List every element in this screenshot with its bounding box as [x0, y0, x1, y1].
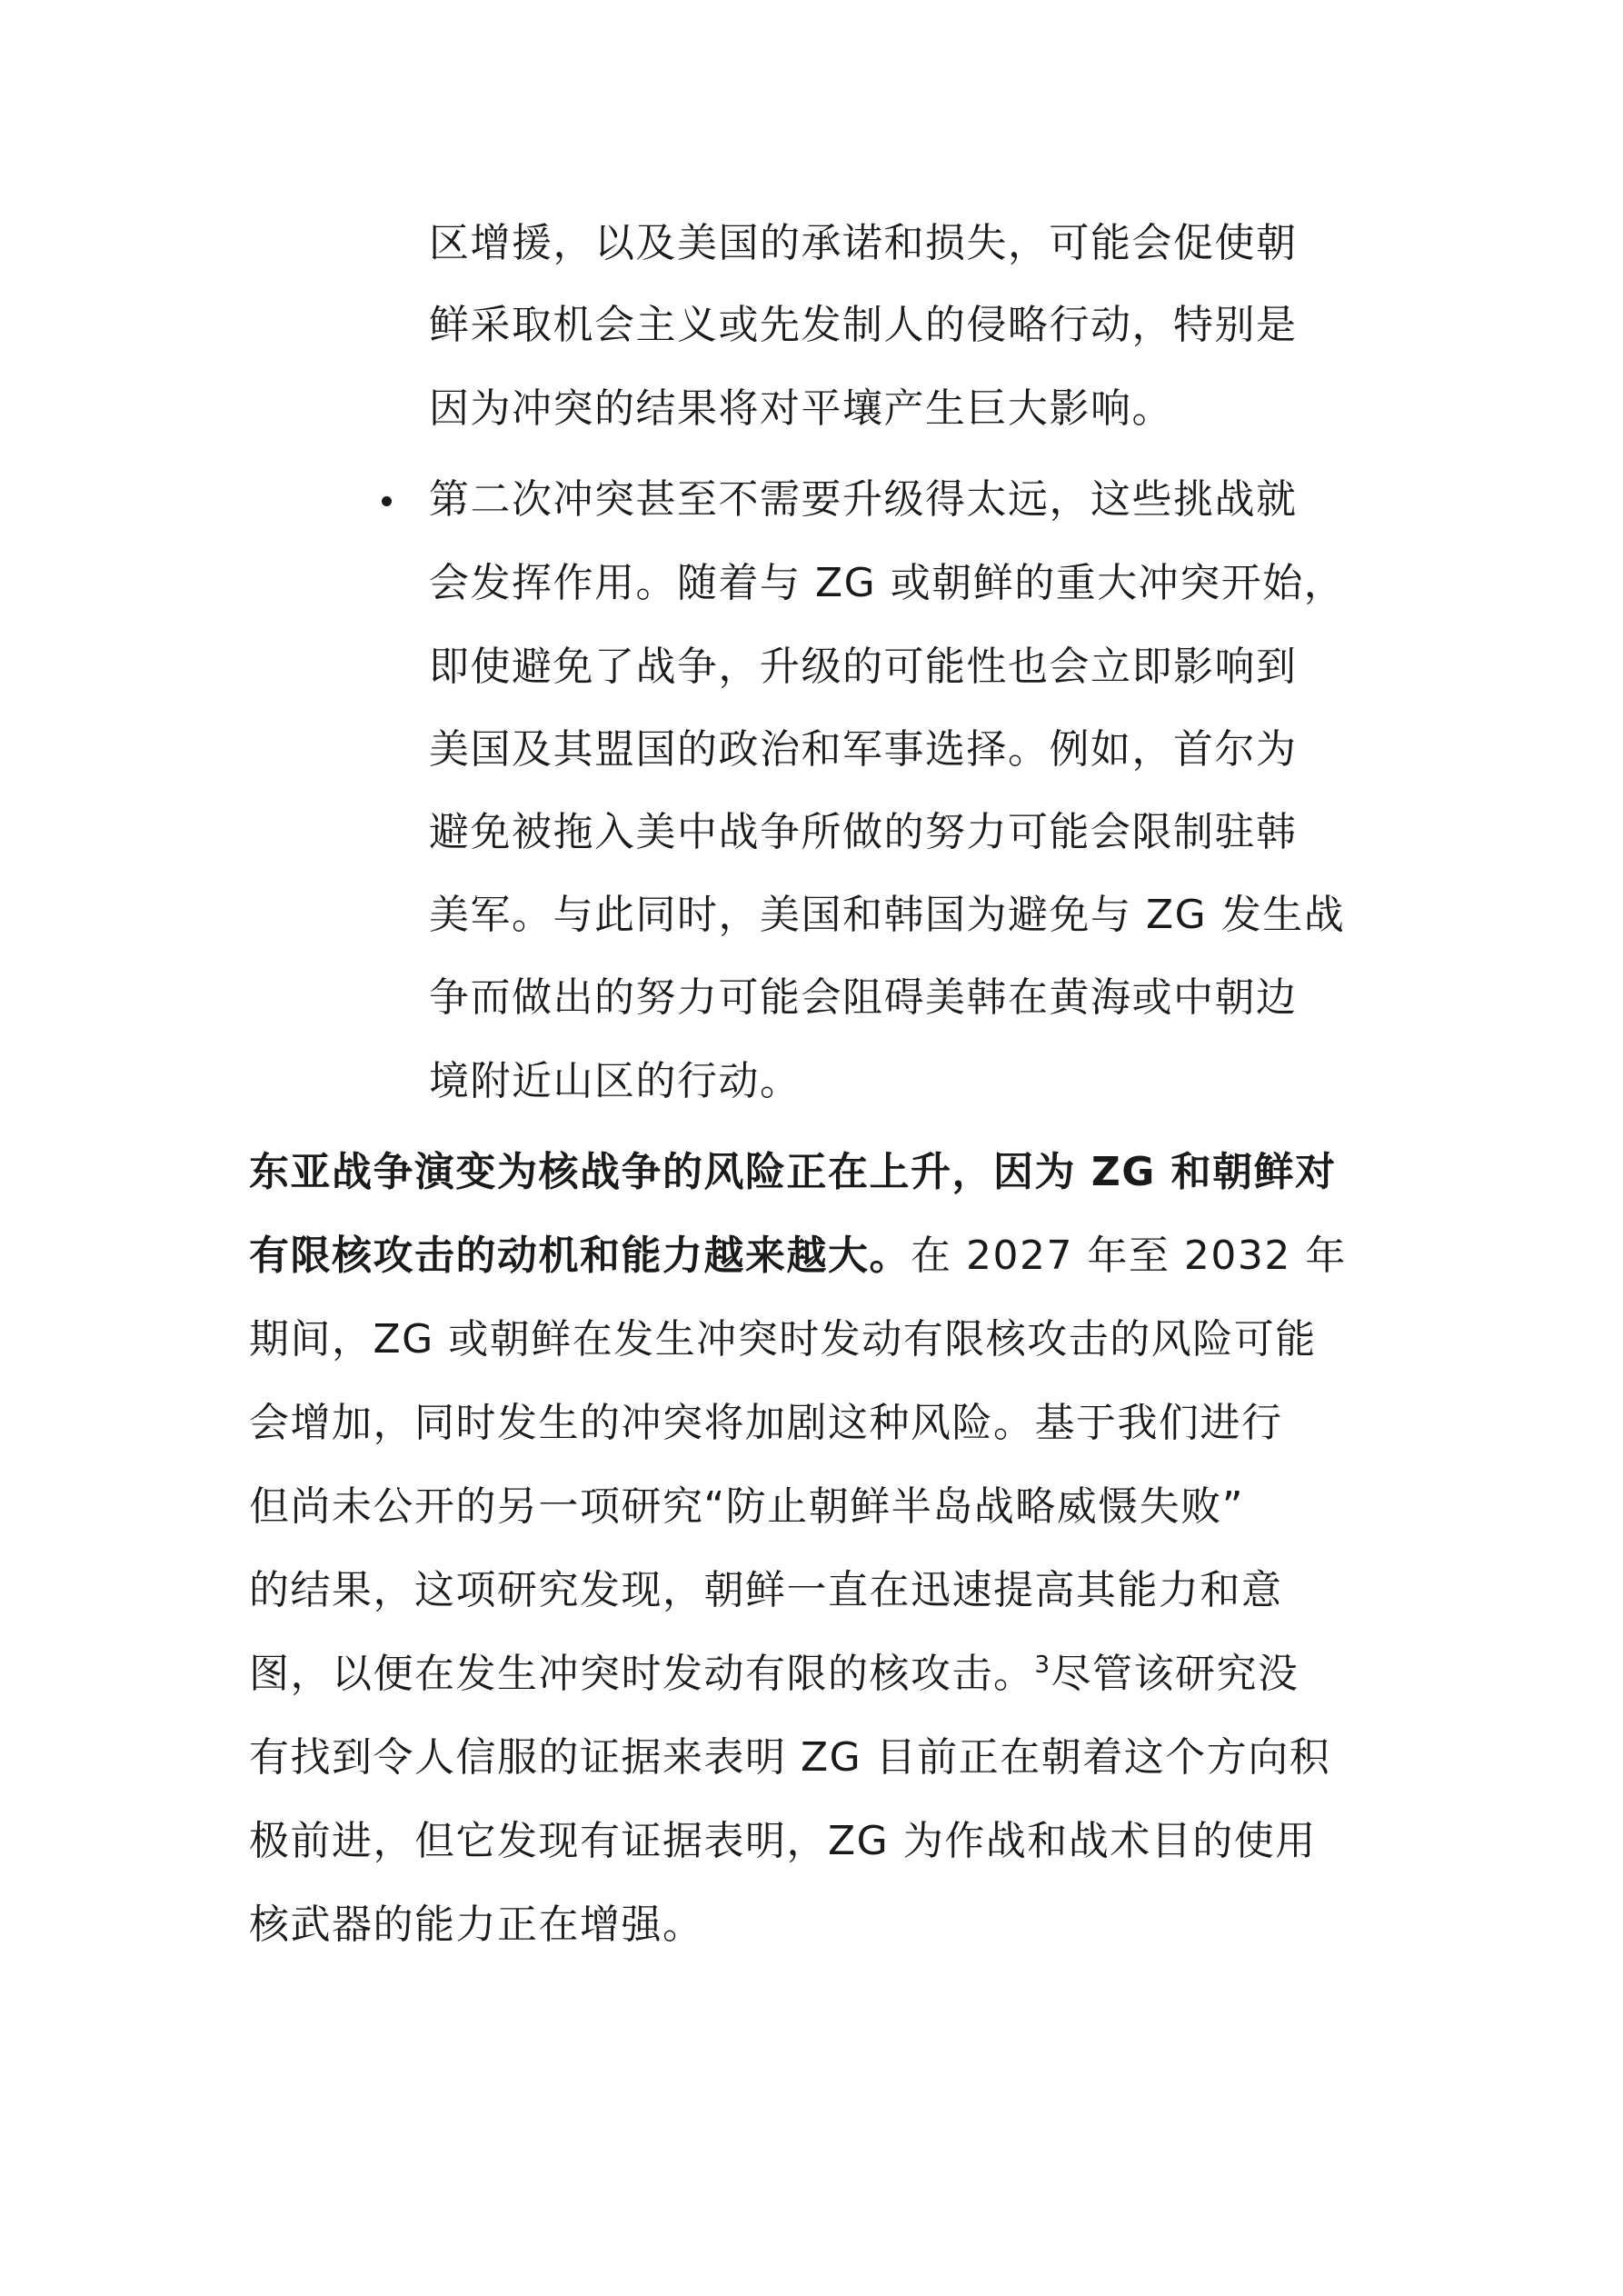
- bullet1-line-3: 因为冲突的结果将对平壤产生巨大影响。: [429, 385, 1173, 432]
- paragraph-line-6: 的结果，这项研究发现，朝鲜一直在迅速提高其能力和意: [249, 1567, 1283, 1613]
- paragraph-bold-text: 有限核攻击的动机和能力越来越大。: [249, 1233, 911, 1279]
- paragraph-line-2: [249, 1231, 1347, 1282]
- paragraph-line-9: 极前进，但它发现有证据表明，ZG 为作战和战术目的使用: [249, 1818, 1317, 1864]
- paragraph-line-8: 有找到令人信服的证据来表明 ZG 目前正在朝着这个方向积: [249, 1734, 1331, 1781]
- paragraph-line-1: 东亚战争演变为核战争的风险正在上升，因为 ZG 和朝鲜对: [249, 1149, 1337, 1195]
- paragraph-line-7: [249, 1649, 1299, 1700]
- paragraph-line-5: 但尚未公开的另一项研究“防止朝鲜半岛战略威慑失败”: [249, 1483, 1245, 1530]
- bullet1-line-2: 鲜采取机会主义或先发制人的侵略行动，特别是: [429, 302, 1298, 348]
- paragraph-line-3: 期间，ZG 或朝鲜在发生冲突时发动有限核攻击的风险可能: [249, 1316, 1317, 1363]
- paragraph-line-4: 会增加，同时发生的冲突将加剧这种风险。基于我们进行: [249, 1400, 1283, 1446]
- bullet2-line-3: 即使避免了战争，升级的可能性也会立即影响到: [429, 644, 1298, 690]
- paragraph-line-7-a: 图，以便在发生冲突时发动有限的核攻击。: [249, 1651, 1035, 1697]
- bullet2-line-4: 美国及其盟国的政治和军事选择。例如，首尔为: [429, 726, 1298, 773]
- paragraph-line-7-b: 尽管该研究没: [1050, 1651, 1299, 1697]
- bullet2-line-2: 会发挥作用。随着与 ZG 或朝鲜的重大冲突开始，: [429, 560, 1346, 606]
- bullet2-line-8: 境附近山区的行动。: [429, 1058, 802, 1104]
- paragraph-line-10: 核武器的能力正在增强。: [249, 1902, 704, 1948]
- bullet1-line-1: 区增援，以及美国的承诺和损失，可能会促使朝: [429, 220, 1298, 266]
- bullet2-line-6: 美军。与此同时，美国和韩国为避免与 ZG 发生战: [429, 892, 1346, 938]
- bullet2-line-5: 避免被拖入美中战争所做的努力可能会限制驻韩: [429, 809, 1298, 855]
- footnote-marker[interactable]: 3: [1034, 1652, 1051, 1679]
- bullet2-line-1: 第二次冲突甚至不需要升级得太远，这些挑战就: [429, 476, 1298, 523]
- bullet-dot-icon: [382, 496, 392, 506]
- paragraph-line-2-rest: 在 2027 年至 2032 年: [911, 1233, 1347, 1279]
- bullet2-line-7: 争而做出的努力可能会阻碍美韩在黄海或中朝边: [429, 974, 1298, 1021]
